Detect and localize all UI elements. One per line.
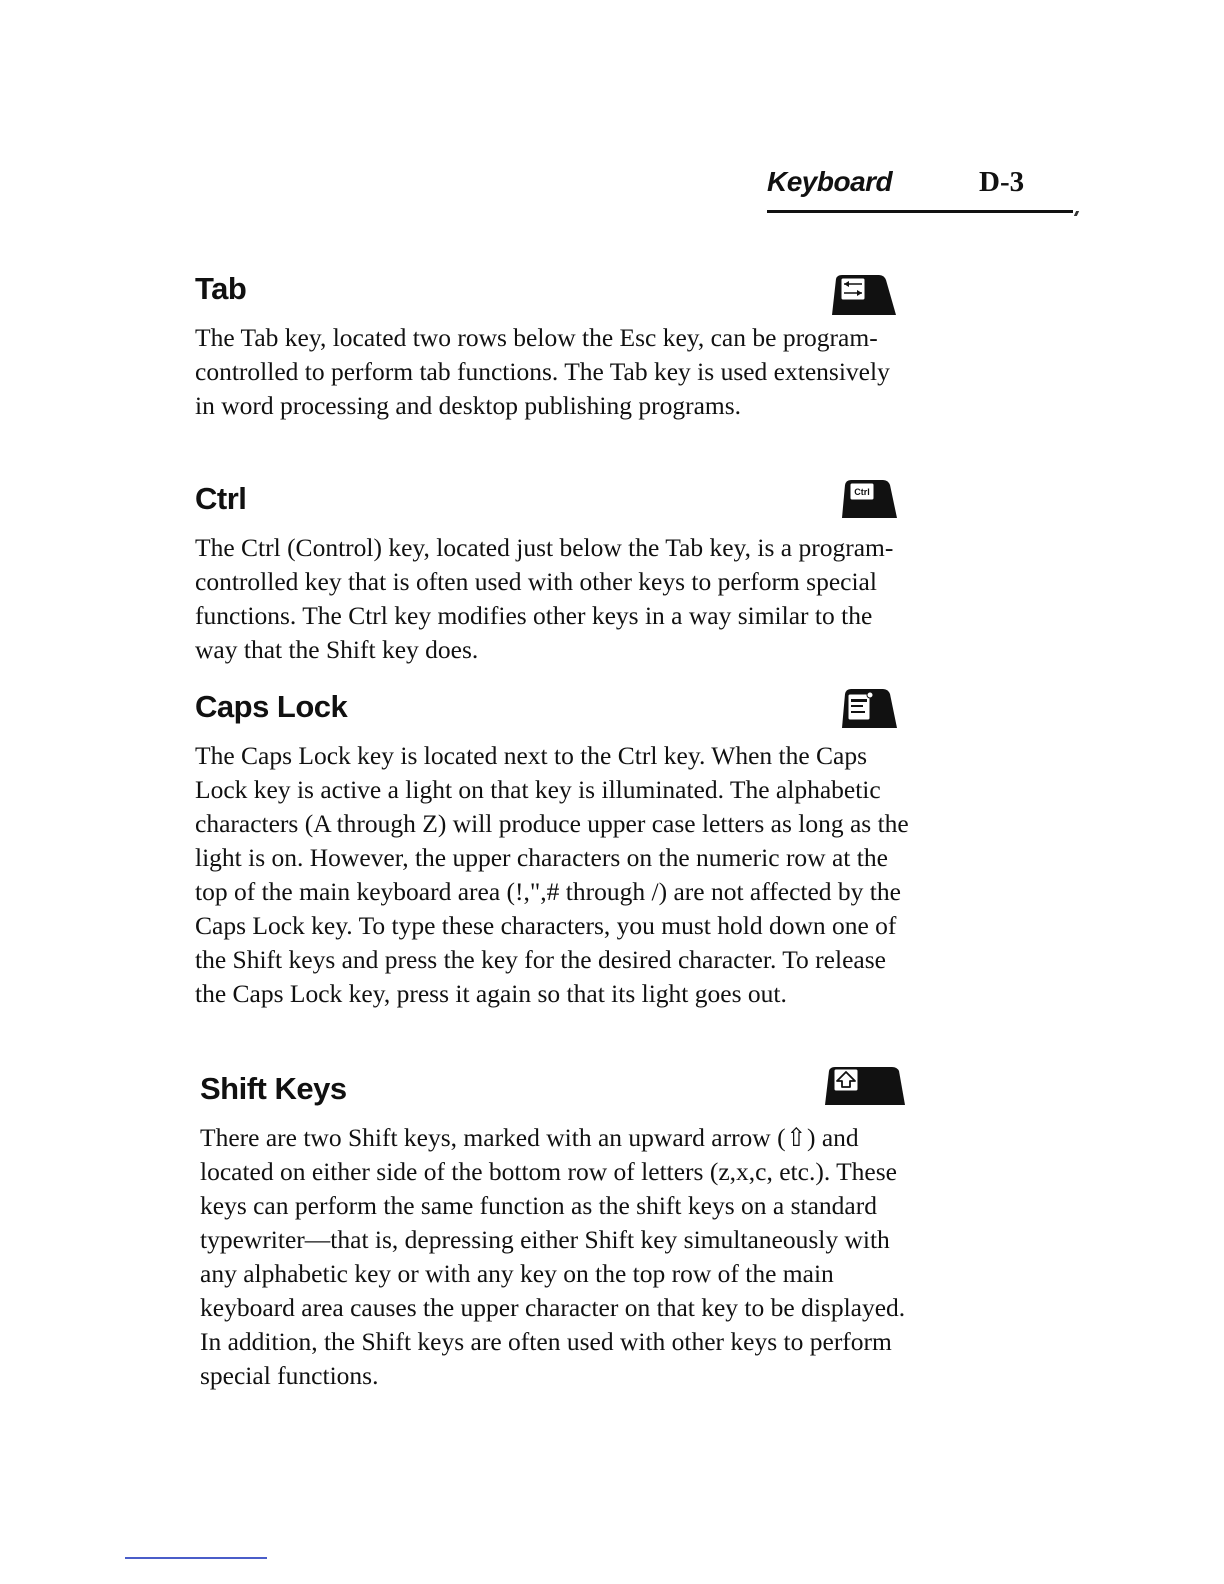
ctrl-key-icon — [840, 478, 898, 520]
ctrl-key-label: Ctrl — [854, 487, 870, 497]
bottom-rule — [125, 1557, 267, 1559]
header-rule — [767, 210, 1073, 213]
section-body: There are two Shift keys, marked with an upward arrow (⇧) and located on either side of the bottom row of letters (z,x,c, etc.). These keys can perform the same function as the shift keys on a standard typewriter—that is, depressing either Shift key simultaneously with any alphabetic key or with any key on the top row of the main keyboard area causes the upper character on that key to be displayed. In addition, the Shift keys are often used with other keys to perform special functions. — [200, 1123, 906, 1390]
section-tab — [195, 271, 915, 423]
section-heading: Shift Keys — [200, 1071, 347, 1106]
section-body: The Caps Lock key is located next to the Ctrl key. When the Caps Lock key is active a light on that key is illuminated. The alphabetic characters (A through Z) will produce upper case letters as long as the light is on. However, the upper characters on the numeric row at the top of the main keyboard area (!,",# through /) are not affected by the Caps Lock key. To type these characters, you must hold down one of the Shift keys and press the key for the desired character. To release the Caps Lock key, press it again so that its light goes out. — [195, 741, 909, 1008]
tab-key-icon — [829, 273, 897, 317]
running-head-title: Keyboard — [767, 166, 893, 197]
section-heading: Tab — [195, 271, 247, 306]
caps-lock-key-icon — [840, 686, 898, 730]
section-body: The Tab key, located two rows below the Esc key, can be program-controlled to perform tab functions. The Tab key is used extensively in word processing and desktop publishing programs. — [195, 323, 890, 420]
section-heading: Caps Lock — [195, 689, 348, 724]
section-body: The Ctrl (Control) key, located just below the Tab key, is a program-controlled key that is often used with other keys to perform special functions. The Ctrl key modifies other keys in a way similar to the way that the Shift key does. — [195, 533, 894, 664]
section-heading: Ctrl — [195, 481, 247, 516]
section-ctrl — [195, 481, 915, 667]
section-caps-lock — [195, 689, 915, 1011]
section-shift-keys — [200, 1071, 920, 1393]
shift-key-icon — [822, 1065, 906, 1107]
running-head — [767, 166, 1075, 214]
page-number: D-3 — [979, 166, 1025, 198]
header-rule-tick — [1074, 211, 1079, 216]
